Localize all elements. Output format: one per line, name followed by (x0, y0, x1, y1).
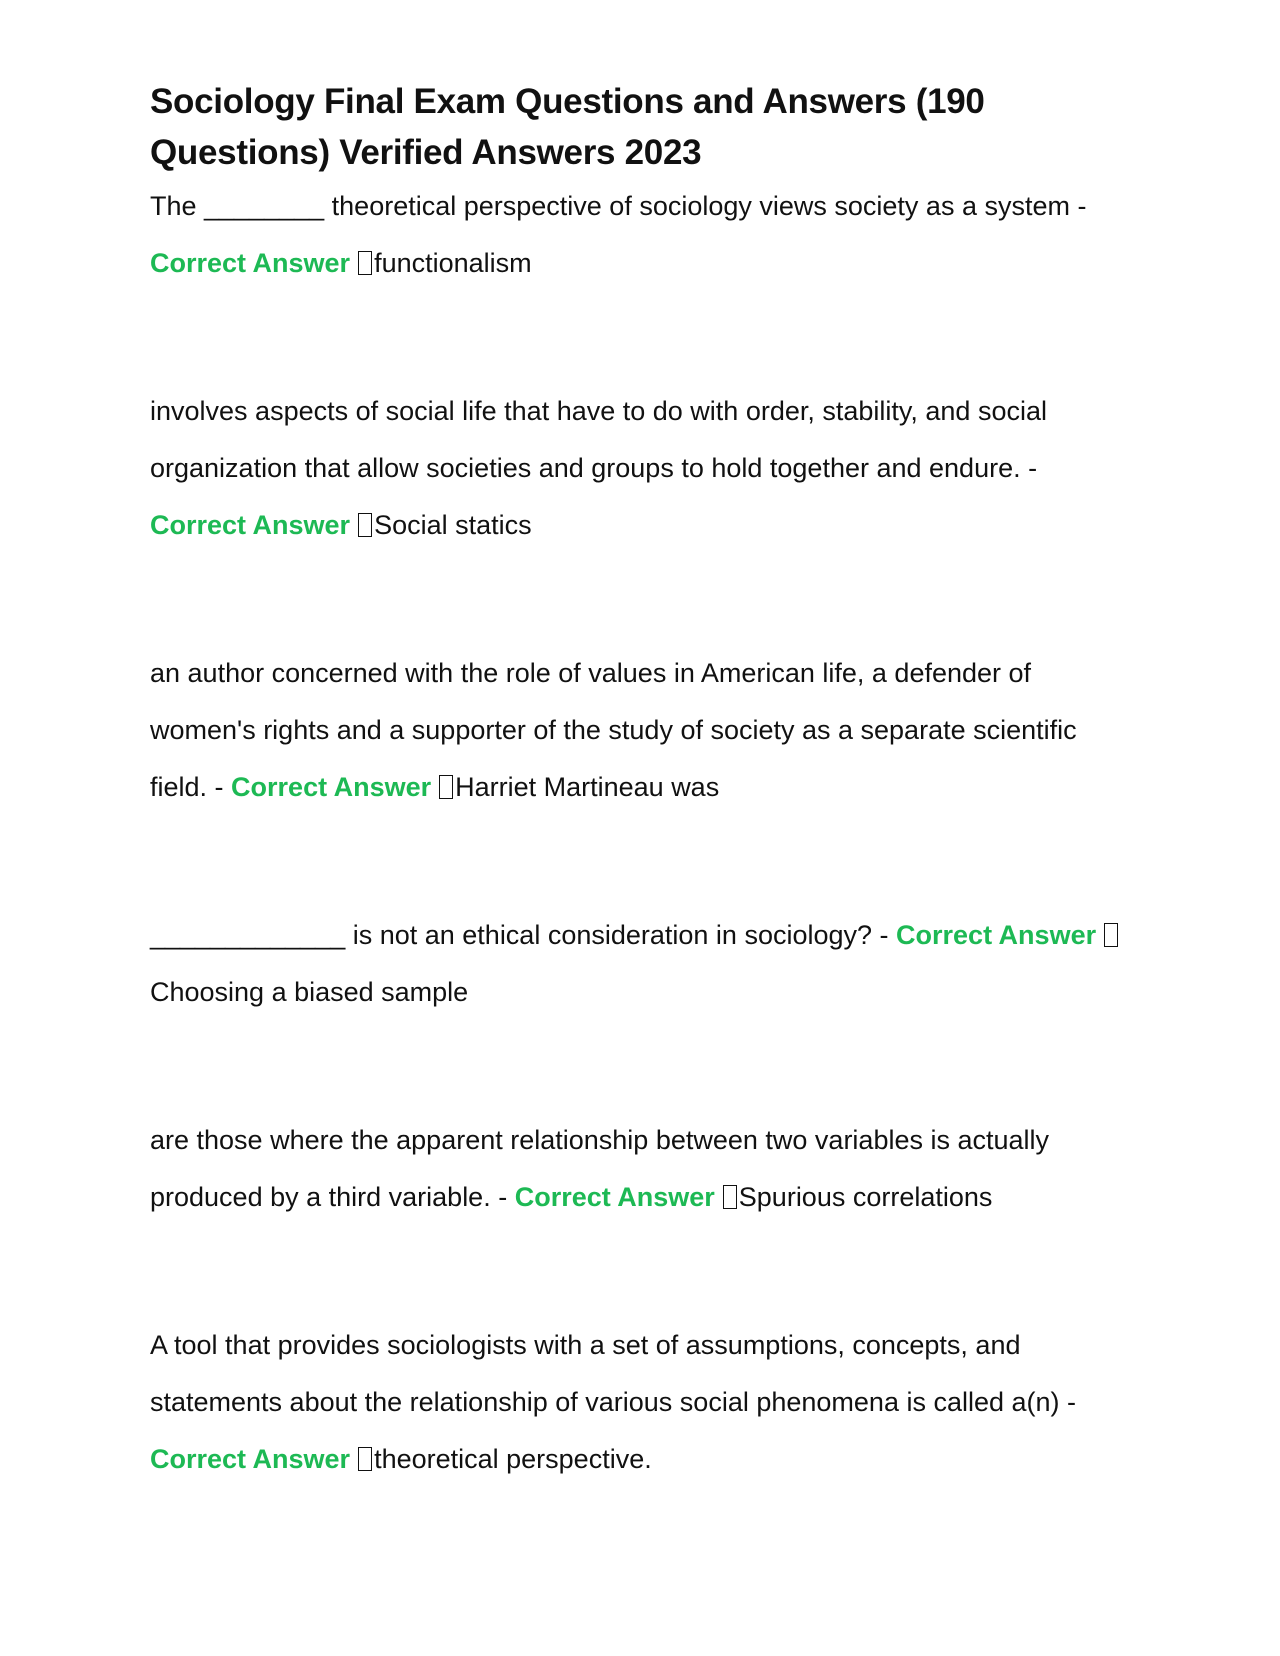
qa-item-1 (150, 178, 1140, 292)
checkbox-glyph-icon (439, 775, 453, 799)
answer-text: Choosing a biased sample (150, 977, 469, 1007)
question-text: are those where the apparent relationship between two variables is actually produced by a third variable. (150, 1125, 1050, 1212)
checkbox-glyph-icon (1104, 923, 1118, 947)
separator: - (1069, 191, 1087, 221)
checkbox-glyph-icon (358, 251, 372, 275)
question-text: involves aspects of social life that have to do with order, stability, and social organization that allow societies and groups to hold together and endure. (150, 396, 1047, 483)
separator: - (1059, 1387, 1077, 1417)
separator: - (490, 1182, 515, 1212)
question-text: _____________ is not an ethical consideration in sociology? (150, 920, 873, 950)
qa-item-5 (150, 1112, 1140, 1226)
correct-answer-label: Correct Answer (150, 248, 351, 278)
correct-answer-label: Correct Answer (896, 920, 1097, 950)
document-title: Sociology Final Exam Questions and Answers (190 Questions) Verified Answers 2023 (150, 82, 985, 172)
qa-item-6 (150, 1317, 1140, 1488)
qa-item-2 (150, 383, 1140, 554)
qa-item-4 (150, 907, 1140, 1021)
question-text: A tool that provides sociologists with a set of assumptions, concepts, and statements about the relationship of various social phenomena is called a(n) (150, 1330, 1060, 1417)
qa-item-3 (150, 645, 1140, 816)
answer-text: Social statics (374, 510, 532, 540)
checkbox-glyph-icon (358, 1447, 372, 1471)
separator: - (872, 920, 897, 950)
correct-answer-label: Correct Answer (150, 510, 351, 540)
checkbox-glyph-icon (358, 513, 372, 537)
answer-text: functionalism (374, 248, 532, 278)
answer-text: theoretical perspective. (374, 1444, 652, 1474)
answer-text: Spurious correlations (738, 1182, 993, 1212)
question-text: an author concerned with the role of values in American life, a defender of women's rights and a supporter of the study of society as a separate scientific field. (150, 658, 1077, 802)
document-page (150, 76, 1140, 1579)
correct-answer-label: Correct Answer (231, 772, 432, 802)
checkbox-glyph-icon (723, 1185, 737, 1209)
correct-answer-label: Correct Answer (514, 1182, 715, 1212)
question-text: The ________ theoretical perspective of sociology views society as a system (150, 191, 1070, 221)
answer-text: Harriet Martineau was (455, 772, 720, 802)
separator: - (1020, 453, 1038, 483)
correct-answer-label: Correct Answer (150, 1444, 351, 1474)
separator: - (207, 772, 232, 802)
